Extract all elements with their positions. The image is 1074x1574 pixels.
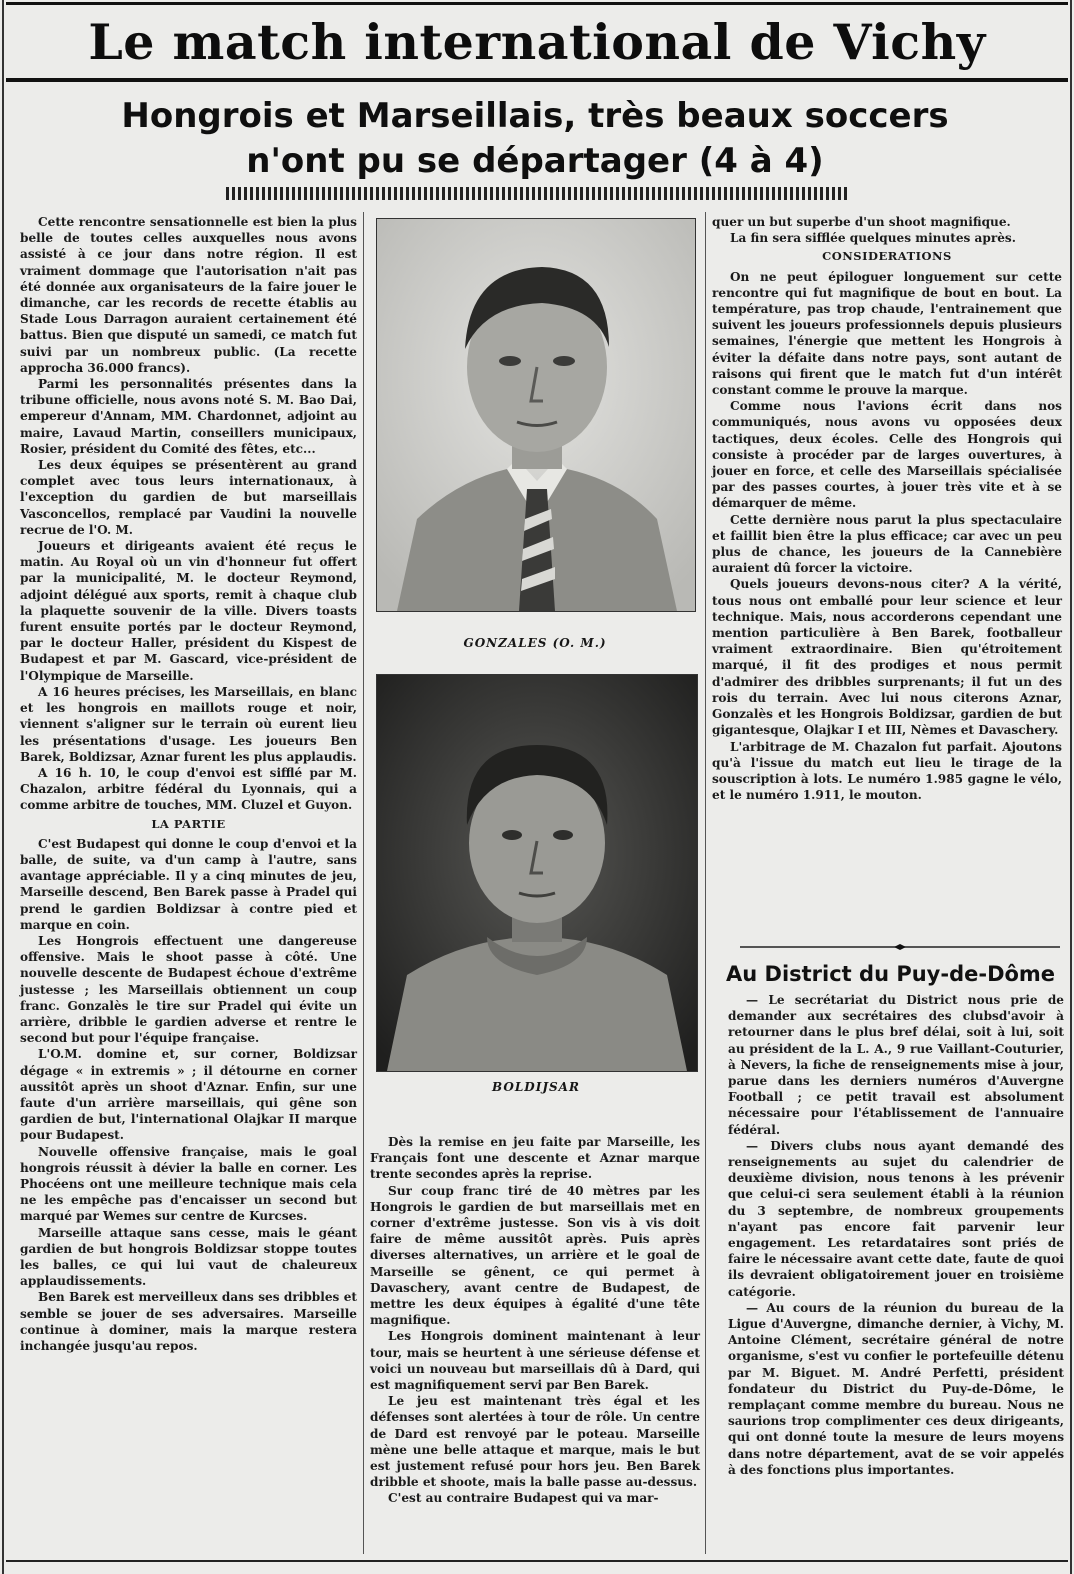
paragraph: Dès la remise en jeu faite par Marseille, les Français font une descente et Aznar marque trente secondes après la reprise. — [370, 1135, 700, 1182]
headline-dash-rule — [226, 187, 848, 200]
article-column-3 — [712, 214, 1062, 803]
district-title: Au District du Puy-de-Dôme — [726, 962, 1056, 986]
paragraph: Sur coup franc tiré de 40 mètres par les Hongrois le gardien de but marseillais met en corner d'extrême justesse. Son vis à vis doit faire de même aussitôt après. Puis après diverses alternatives, un arrière et le goal de Marseille se gênent, ce qui permet à Davaschery, avant centre de Budapest, de mettre les deux équipes à égalité d'une tête magnifique. — [370, 1183, 700, 1328]
subheading-considerations: CONSIDERATIONS — [822, 249, 952, 264]
paragraph: L'O.M. domine et, sur corner, Boldizsar dégage « in extremis » ; il détourne en corner aussitôt après un shoot d'Aznar. Enfin, sur une faute d'un arrière marseillais, qui gêne son gardien de but, l'international Olajkar II marque pour Budapest. — [20, 1047, 357, 1143]
paragraph: Les Hongrois dominent maintenant à leur tour, mais se heurtent à une sérieuse défense et voici un nouveau but marseillais dû à Dard, qui est magnifiquement servi par Ben Barek. — [370, 1329, 700, 1393]
paragraph: Les deux équipes se présentèrent au grand complet avec tous leurs internationaux, à l'exception du gardien de but marseillais Vasconcellos, remplacé par Vaudini la nouvelle recrue de l'O. M. — [20, 458, 357, 537]
paragraph: Les Hongrois effectuent une dangereuse offensive. Mais le shoot passe à côté. Une nouvelle descente de Budapest échoue d'extrême justesse ; les Marseillais obtiennent un coup franc. Gonzalès le tire sur Pradel qui évite un arrière, dribble le gardien adverse et rentre le second but pour l'équipe française. — [20, 933, 357, 1046]
column-separator — [363, 212, 364, 1554]
paragraph: A 16 heures précises, les Marseillais, en blanc et les hongrois en maillots rouge et noir, viennent s'aligner sur le terrain où eurent lieu les présentations d'usage. Les joueurs Ben Barek, Boldizsar, Aznar furent les plus applaudis. — [20, 684, 357, 764]
paragraph: Parmi les personnalités présentes dans la tribune officielle, nous avons noté S. M. Bao Dai, empereur d'Annam, MM. Chardonnet, adjoint au maire, Lavaud Martin, conseillers municipaux, Rosier, président du Comité des fêtes, etc... — [20, 377, 357, 456]
masthead-title: Le match international de Vichy — [88, 13, 986, 71]
right-border — [1070, 0, 1072, 1574]
headline-line-2: n'ont pu se départager (4 à 4) — [246, 141, 824, 181]
caption-boldijsar: BOLDIJSAR — [492, 1080, 580, 1094]
paragraph: A 16 h. 10, le coup d'envoi est sifflé par M. Chazalon, arbitre fédéral du Lyonnais, qui a comme arbitre de touches, MM. Cluzel et Guyon. — [20, 765, 357, 813]
paragraph: Cette dernière nous parut la plus spectaculaire et faillit bien être la plus efficace; car avec un peu plus de chance, les joueurs de la Cannebière auraient dû forcer la victoire. — [712, 512, 1062, 576]
paragraph: quer un but superbe d'un shoot magnifique. — [712, 215, 1011, 229]
paragraph: Quels joueurs devons-nous citer? A la vérité, tous nous ont emballé pour leur science et leur technique. Mais, nous accorderons cependant une mention particulière à Ben Barek, footballeur vraiment extraordinaire. Bien qu'étroitement marqué, il fit des prodiges et nous permit d'admirer des dribbles surprenants; il fut un des rois du terrain. Avec lui nous citerons Aznar, Gonzalès et les Hongrois Boldizsar, gardien de but gigantesque, Olajkar I et III, Nèmes et Davaschery. — [712, 577, 1062, 738]
caption-gonzales: GONZALES (O. M.) — [463, 636, 607, 650]
paragraph: La fin sera sifflée quelques minutes après. — [730, 231, 1016, 246]
paragraph: Ben Barek est merveilleux dans ses dribbles et semble se jouer de ses adversaires. Marseille continue à dominer, mais la marque restera inchangée jusqu'au repos. — [20, 1290, 357, 1354]
photo-gonzales — [376, 218, 696, 612]
portrait-boldijsar-image — [377, 675, 697, 1071]
masthead-rule — [6, 78, 1068, 82]
column-separator — [705, 212, 706, 1554]
headline — [90, 94, 980, 184]
portrait-gonzales-image — [377, 219, 695, 611]
bottom-rule — [6, 1560, 1068, 1562]
paragraph: Comme nous l'avions écrit dans nos communiqués, nous avons vu opposées deux tactiques, deux écoles. Celle des Hongrois qui consiste à procéder par de larges ouvertures, à jouer en force, et celle des Marseillais spécialisée par des passes courtes, à jouer très vite et à se démarquer de même. — [712, 399, 1062, 511]
paragraph: Nouvelle offensive française, mais le goal hongrois réussit à dévier la balle en corner. Les Phocéens ont une meilleure technique mais cela ne les empêche pas d'encaisser un second but marqué par Wemes sur centre de Kurcses. — [20, 1144, 357, 1224]
paragraph: Marseille attaque sans cesse, mais le géant gardien de but hongrois Boldizsar stoppe toutes les balles, ce qui lui vaut de chaleureux applaudissements. — [20, 1225, 357, 1289]
article-column-1 — [20, 214, 357, 1354]
top-rule — [6, 2, 1068, 5]
headline-line-1: Hongrois et Marseillais, très beaux soccers — [121, 96, 949, 136]
paragraph: Le jeu est maintenant très égal et les défenses sont alertées à tour de rôle. Un centre de Dard est renvoyé par le poteau. Marseille mène une belle attaque et marque, mais le but est justement refusé pour hors jeu. Ben Barek dribble et shoote, mais la balle passe au-dessus. — [370, 1394, 700, 1490]
paragraph: L'arbitrage de M. Chazalon fut parfait. Ajoutons qu'à l'issue du match eut lieu le tirage de la souscription à lots. Le numéro 1.985 gagne le vélo, et le numéro 1.911, le mouton. — [712, 739, 1062, 803]
ornament-divider — [740, 944, 1060, 950]
district-column — [728, 992, 1064, 1478]
paragraph: Joueurs et dirigeants avaient été reçus le matin. Au Royal où un vin d'honneur fut offert par la municipalité, M. le docteur Reymond, adjoint délégué aux sports, remit à chaque club la plaquette souvenir de la ville. Divers toasts furent ensuite portés par le docteur Reymond, par le docteur Haller, président du Kispest de Budapest et par M. Gascard, vice-président de l'Olympique de Marseille. — [20, 539, 357, 683]
paragraph: On ne peut épiloguer longuement sur cette rencontre qui fut magnifique de bout en bout. La température, pas trop chaude, l'entrainement que suivent les joueurs professionnels depuis plusieurs semaines, l'énergie que mettent les Hongrois à éviter la défaite dans notre pays, sont autant de raisons qui firent que le match fut d'un intérêt constant comme le prouve la marque. — [712, 269, 1062, 398]
paragraph: Cette rencontre sensationnelle est bien la plus belle de toutes celles auxquelles nous avons assisté à ce jour dans notre région. Il est vraiment dommage que l'autorisation n'ait pas été donnée aux organisateurs de la faire jouer le dimanche, car les records de recette établis au Stade Lous Darragon auraient certainement été battus. Bien que disputé un samedi, ce match fut suivi par un nombreux public. (La recette approcha 36.000 francs). — [20, 215, 357, 375]
photo-boldijsar — [376, 674, 698, 1072]
paragraph: — Divers clubs nous ayant demandé des renseignements au sujet du calendrier de deuxième division, nous tenons à les prévenir que celui-ci sera seulement établi à la réunion du 3 septembre, de nombreux groupements n'ayant pas encore fait parvenir leur engagement. Les retardataires sont priés de faire le nécessaire avant cette date, faute de quoi ils devraient obligatoirement jouer en troisième catégorie. — [728, 1138, 1064, 1299]
paragraph: C'est au contraire Budapest qui va mar- — [388, 1491, 659, 1506]
paragraph: — Le secrétariat du District nous prie de demander aux secrétaires des clubsd'avoir à retourner dans le plus bref délai, soit à lui, soit au président de la L. A., 9 rue Vaillant-Couturier, à Nevers, la fiche de renseignements mise à jour, parue dans les derniers numéros d'Auvergne Football ; ce petit travail est absolument nécessaire pour l'établissement de l'annuaire fédéral. — [728, 993, 1064, 1137]
subheading-la-partie: LA PARTIE — [151, 816, 226, 831]
article-column-2 — [370, 1134, 700, 1507]
left-border — [2, 0, 4, 1574]
paragraph: — Au cours de la réunion du bureau de la Ligue d'Auvergne, dimanche dernier, à Vichy, M. Antoine Clément, secrétaire général de notre organisme, s'est vu confier le portefeuille détenu par M. Biguet. M. André Perfetti, président fondateur du District du Puy-de-Dôme, le remplaçant comme membre du bureau. Nous ne saurions trop complimenter ces deux dirigeants, qui ont donné toute la mesure de leurs moyens dans notre département, avat de se voir appelés à des fonctions plus importantes. — [728, 1300, 1064, 1477]
paragraph: C'est Budapest qui donne le coup d'envoi et la balle, de suite, va d'un camp à l'autre, sans avantage appréciable. Il y a cinq minutes de jeu, Marseille descend, Ben Barek passe à Pradel qui prend le gardien Boldizsar à contre pied et marque en coin. — [20, 836, 357, 932]
